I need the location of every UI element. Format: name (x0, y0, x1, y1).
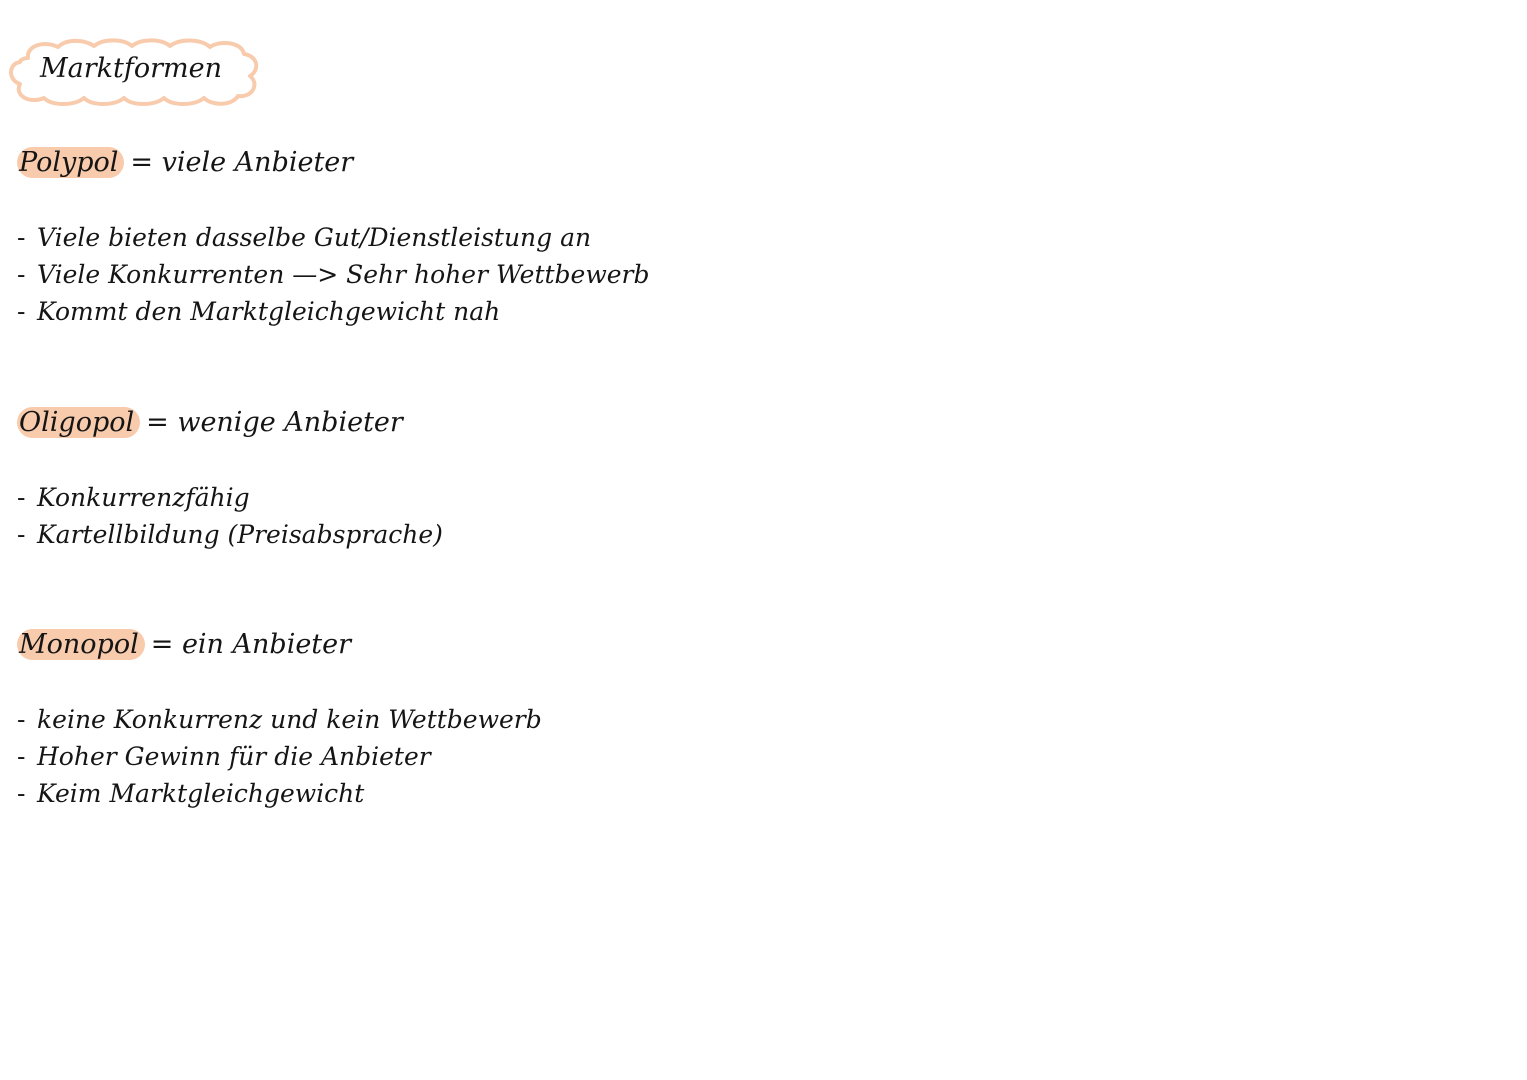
bullet-text: Hoher Gewinn für die Anbieter (37, 742, 431, 771)
bullet-text: keine Konkurrenz und kein Wettbewerb (37, 705, 542, 734)
bullet-list-monopol (17, 701, 542, 812)
bullet-text: Kartellbildung (Preisabsprache) (37, 520, 443, 549)
definition-oligopol: = wenige Anbieter (146, 407, 403, 438)
bullet-list-polypol (17, 219, 650, 330)
bullet-dash: - (17, 483, 26, 512)
bullet-dash: - (17, 779, 26, 808)
bullet-text: Keim Marktgleichgewicht (37, 779, 365, 808)
bullet-text: Konkurrenzfähig (37, 483, 250, 512)
section-heading-monopol (17, 627, 351, 663)
page-title: Marktformen (40, 53, 222, 84)
section-heading-polypol (17, 145, 353, 181)
bullet-dash: - (17, 223, 26, 252)
section-heading-oligopol (17, 405, 403, 441)
term-highlight-monopol: Monopol (17, 629, 145, 660)
list-item (17, 479, 443, 516)
term-highlight-oligopol: Oligopol (17, 407, 140, 438)
list-item (17, 256, 650, 293)
list-item (17, 701, 542, 738)
list-item (17, 775, 542, 812)
bullet-list-oligopol (17, 479, 443, 553)
list-item (17, 219, 650, 256)
list-item (17, 293, 650, 330)
bullet-text: Viele bieten dasselbe Gut/Dienstleistung an (37, 223, 592, 252)
bullet-dash: - (17, 297, 26, 326)
bullet-text: Kommt den Marktgleichgewicht nah (37, 297, 501, 326)
bullet-dash: - (17, 742, 26, 771)
bullet-dash: - (17, 705, 26, 734)
bullet-dash: - (17, 520, 26, 549)
list-item (17, 738, 542, 775)
bullet-dash: - (17, 260, 26, 289)
list-item (17, 516, 443, 553)
bullet-text: Viele Konkurrenten —> Sehr hoher Wettbewerb (37, 260, 650, 289)
definition-monopol: = ein Anbieter (150, 629, 352, 660)
definition-polypol: = viele Anbieter (130, 147, 354, 178)
term-highlight-polypol: Polypol (17, 147, 124, 178)
